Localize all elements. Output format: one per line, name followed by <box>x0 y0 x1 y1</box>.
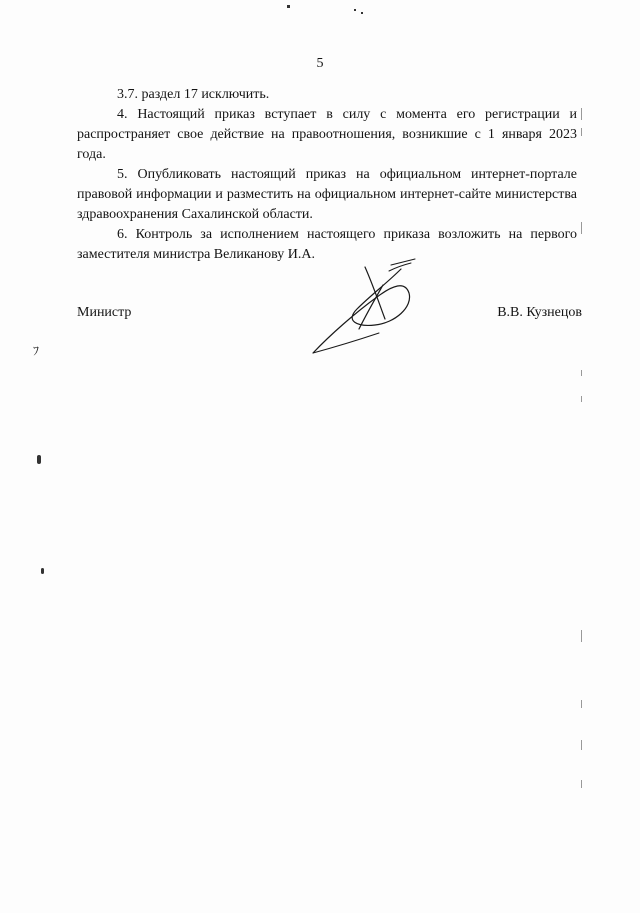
scan-mark-left: ﾌ <box>33 344 40 358</box>
scan-mark-right <box>581 108 582 120</box>
scan-mark-right <box>581 780 582 788</box>
scan-mark-top <box>354 9 356 11</box>
paragraph-5: 5. Опубликовать настоящий приказ на официальном интернет-портале правовой информации и разместить на официальном интернет-сайте министерства здравоохранения Сахалинской области. <box>77 167 577 222</box>
scan-mark-right <box>581 370 582 376</box>
scan-mark-right <box>581 222 582 234</box>
page-number: 5 <box>316 56 324 71</box>
scan-mark-left <box>41 568 44 574</box>
signer-title: Министр <box>77 305 132 320</box>
scan-mark-top <box>287 5 290 8</box>
scan-mark-right <box>581 128 582 136</box>
scan-mark-left <box>37 455 41 464</box>
paragraph-3-7: 3.7. раздел 17 исключить. <box>117 87 270 102</box>
scan-mark-right <box>581 700 582 708</box>
paragraph-6: 6. Контроль за исполнением настоящего приказа возложить на первого заместителя министра Великанову И.А. <box>77 227 577 262</box>
handwritten-signature <box>305 255 425 360</box>
scan-mark-right <box>581 630 582 642</box>
paragraph-4: 4. Настоящий приказ вступает в силу с момента его регистрации и распространяет свое действие на правоотношения, возникшие с 1 января 2023 года. <box>77 107 577 162</box>
scan-mark-right <box>581 396 582 402</box>
scan-mark-right <box>581 740 582 750</box>
signer-name: В.В. Кузнецов <box>497 305 582 320</box>
document-body <box>77 85 577 265</box>
scan-mark-top <box>361 12 363 14</box>
